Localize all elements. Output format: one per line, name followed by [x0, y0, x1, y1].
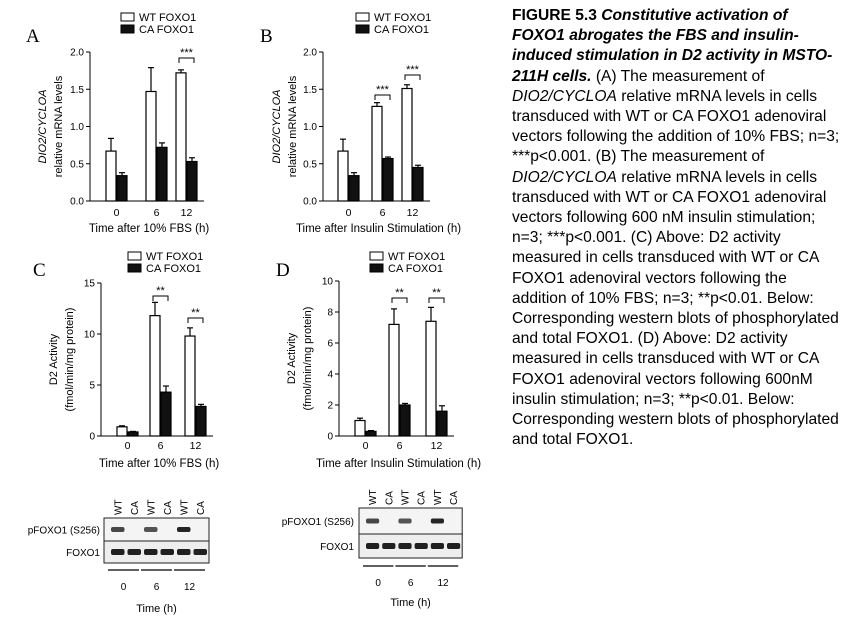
- bar-ca: [413, 167, 423, 201]
- legend-label-ca: CA FOXO1: [374, 24, 430, 36]
- blot-band-foxo1: [144, 549, 158, 555]
- x-tick-label: 12: [180, 207, 193, 219]
- blot-time-label: 6: [407, 578, 414, 589]
- bar-wt: [338, 151, 348, 201]
- caption-gene-a: DIO2/CYCLOA: [512, 87, 617, 105]
- y-tick-label: 2.0: [303, 47, 317, 59]
- y-axis-label: D2 Activity: [286, 332, 298, 385]
- bar-wt: [389, 324, 399, 436]
- blot-lane-label: CA: [416, 491, 428, 505]
- caption-title: Constitutive activation of FOXO1 abrogates the FBS and insulin-induced stimulation in D2 activity in MSTO-211H cells.: [512, 7, 833, 85]
- blot-band-pfoxo1: [111, 527, 125, 532]
- legend-label-wt: WT FOXO1: [374, 12, 432, 24]
- legend-label-ca: CA FOXO1: [146, 263, 202, 275]
- x-tick-label: 0: [362, 440, 369, 452]
- y-axis-label: relative mRNA levels: [53, 75, 65, 178]
- caption-paragraph: [512, 6, 844, 450]
- y-tick-label: 8: [327, 307, 333, 319]
- x-axis-label: Time after 10% FBS (h): [98, 458, 220, 470]
- bar-ca: [128, 432, 138, 436]
- blot-lane-label: WT: [179, 499, 191, 515]
- blot-band-foxo1: [382, 543, 395, 549]
- blot-x-axis-label: Time (h): [136, 603, 177, 615]
- y-tick-label: 0: [327, 431, 333, 443]
- blot-band-pfoxo1: [431, 519, 444, 524]
- y-tick-label: 0.0: [303, 196, 317, 208]
- blot-time-label: 12: [437, 578, 449, 589]
- y-tick-label: 0.0: [70, 196, 84, 208]
- legend-swatch-ca: [370, 264, 383, 272]
- blot-band-pfoxo1: [382, 519, 395, 524]
- bar-ca: [437, 411, 447, 436]
- y-axis-label-units: (fmol/min/mg protein): [302, 306, 314, 411]
- y-tick-label: 1.0: [303, 122, 317, 133]
- blot-band-foxo1: [431, 543, 444, 549]
- bar-ca: [366, 431, 376, 436]
- panel-letter: A: [26, 26, 40, 47]
- y-tick-label: 2.0: [70, 47, 84, 59]
- bar-ca: [187, 162, 197, 201]
- blot-band-pfoxo1: [194, 527, 208, 532]
- blot-time-label: 12: [183, 582, 196, 593]
- bar-wt: [372, 106, 382, 201]
- blot-band-pfoxo1: [447, 519, 460, 524]
- blot-lane-label: WT: [113, 499, 125, 515]
- blot-lane-label: WT: [368, 489, 380, 505]
- bar-wt: [146, 91, 156, 201]
- y-tick-label: 5: [89, 380, 95, 392]
- bar-wt: [106, 151, 116, 201]
- bar-wt: [185, 336, 195, 436]
- y-axis-label: D2 Activity: [48, 333, 60, 386]
- x-tick-label: 12: [189, 440, 202, 452]
- panel-letter: C: [33, 260, 46, 281]
- caption-segment-a: (A) The measurement of: [595, 67, 765, 85]
- y-tick-label: 1.5: [70, 84, 84, 96]
- blot-band-foxo1: [177, 549, 191, 555]
- legend-swatch-ca: [128, 264, 141, 272]
- blot-band-foxo1: [194, 549, 208, 555]
- blot-band-foxo1: [128, 549, 142, 555]
- blot-band-pfoxo1: [398, 519, 411, 524]
- y-axis-label-gene: DIO2/CYCLOA: [271, 89, 283, 164]
- legend-swatch-ca: [121, 25, 134, 33]
- blot-lane-label: WT: [146, 499, 158, 515]
- y-tick-label: 2: [327, 400, 333, 412]
- bar-wt: [402, 89, 412, 201]
- bar-wt: [355, 421, 365, 437]
- western-blot-c: [28, 499, 209, 615]
- legend-swatch-ca: [356, 25, 369, 33]
- blot-band-pfoxo1: [177, 527, 191, 532]
- blot-band-pfoxo1: [161, 527, 175, 532]
- y-tick-label: 10: [83, 329, 95, 341]
- panel-letter: D: [276, 260, 290, 281]
- x-tick-label: 6: [379, 207, 386, 219]
- blot-band-foxo1: [447, 543, 460, 549]
- blot-row-label-pfoxo1: pFOXO1 (S256): [281, 517, 354, 528]
- chart-panel-d: [276, 251, 481, 470]
- x-tick-label: 0: [124, 440, 131, 452]
- bar-wt: [117, 427, 127, 436]
- caption-segment-c: relative mRNA levels in cells transduced with WT or CA FOXO1 adenoviral vectors following 600 nM insulin stimulation; n=3; ***p<0.001. (C) Above: D2 activity measured in cells transduced with WT or CA FOXO1 adenoviral vectors following the addition of 10% FBS; n=3; **p<0.01. Below: Corresponding western blots of phosphorylated and total FOXO1. (D) Above: D2 activity measured in cells transduced with WT or CA FOXO1 adenoviral vectors following 600nM insulin stimulation; n=3; **p<0.01. Below: Corresponding western blots of phosphorylated and total FOXO1.: [512, 168, 839, 449]
- bar-ca: [196, 406, 206, 436]
- y-axis-label: relative mRNA levels: [287, 75, 299, 178]
- blot-lane-label: WT: [432, 489, 444, 505]
- legend-swatch-wt: [128, 252, 141, 260]
- bar-ca: [383, 159, 393, 201]
- significance-label: ***: [406, 64, 419, 76]
- blot-x-axis-label: Time (h): [390, 597, 431, 609]
- blot-time-label: 6: [153, 582, 160, 593]
- blot-band-foxo1: [415, 543, 428, 549]
- legend-label-wt: WT FOXO1: [388, 251, 446, 263]
- legend-label-ca: CA FOXO1: [388, 263, 444, 275]
- blot-band-foxo1: [366, 543, 379, 549]
- chart-panel-b: [260, 12, 461, 235]
- x-tick-label: 6: [157, 440, 164, 452]
- blot-band-foxo1: [398, 543, 411, 549]
- x-axis-label: Time after 10% FBS (h): [88, 223, 210, 235]
- y-tick-label: 1.5: [303, 84, 317, 96]
- significance-label: **: [395, 287, 404, 299]
- x-tick-label: 12: [406, 207, 419, 219]
- figure-caption: [512, 6, 844, 450]
- chart-panel-a: [26, 12, 209, 235]
- blot-band-foxo1: [111, 549, 125, 555]
- x-axis-label: Time after Insulin Stimulation (h): [315, 458, 482, 470]
- x-axis-label: Time after Insulin Stimulation (h): [295, 223, 462, 235]
- x-tick-label: 12: [430, 440, 443, 452]
- blot-lane-label: WT: [400, 489, 412, 505]
- legend-label-ca: CA FOXO1: [139, 24, 195, 36]
- y-axis-label-gene: DIO2/CYCLOA: [37, 89, 49, 164]
- legend-swatch-wt: [370, 252, 383, 260]
- y-tick-label: 6: [327, 338, 333, 350]
- bar-ca: [157, 147, 167, 201]
- panel-letter: B: [260, 26, 273, 47]
- blot-band-pfoxo1: [415, 519, 428, 524]
- blot-lane-label: CA: [162, 501, 174, 515]
- bar-ca: [117, 176, 127, 201]
- significance-label: **: [432, 287, 441, 299]
- significance-label: ***: [180, 47, 193, 59]
- chart-panel-c: [33, 251, 219, 470]
- x-tick-label: 6: [396, 440, 403, 452]
- bar-wt: [150, 316, 160, 436]
- bar-wt: [176, 73, 186, 201]
- blot-time-label: 0: [375, 578, 381, 589]
- caption-label: FIGURE 5.3: [512, 7, 597, 24]
- legend-label-wt: WT FOXO1: [146, 251, 204, 263]
- y-tick-label: 4: [327, 369, 333, 381]
- caption-gene-b: DIO2/CYCLOA: [512, 168, 617, 186]
- significance-label: **: [156, 285, 165, 297]
- blot-lane-label: CA: [195, 501, 207, 515]
- bar-ca: [349, 176, 359, 201]
- bar-ca: [400, 405, 410, 436]
- blot-row-label-pfoxo1: pFOXO1 (S256): [27, 525, 100, 537]
- y-tick-label: 0.5: [303, 159, 317, 171]
- blot-band-pfoxo1: [144, 527, 158, 532]
- x-tick-label: 0: [345, 207, 352, 219]
- y-tick-label: 15: [83, 278, 95, 290]
- blot-time-label: 0: [120, 582, 127, 593]
- blot-lane-label: CA: [129, 501, 141, 515]
- x-tick-label: 6: [153, 207, 160, 219]
- western-blot-d: [282, 489, 462, 609]
- y-tick-label: 1.0: [70, 122, 84, 133]
- bar-wt: [426, 321, 436, 436]
- y-tick-label: 0: [89, 431, 95, 443]
- y-tick-label: 10: [321, 276, 333, 288]
- significance-label: ***: [376, 84, 389, 96]
- blot-row-label-foxo1: FOXO1: [66, 548, 100, 559]
- x-tick-label: 0: [113, 207, 120, 219]
- blot-band-pfoxo1: [366, 519, 379, 524]
- legend-label-wt: WT FOXO1: [139, 12, 197, 24]
- blot-lane-label: CA: [384, 491, 396, 505]
- caption-segment-b: relative mRNA levels in cells transduced with WT or CA FOXO1 adenoviral vectors following the addition of 10% FBS; n=3; ***p<0.001. (B) The measurement of: [512, 87, 840, 166]
- blot-band-foxo1: [161, 549, 175, 555]
- bar-ca: [161, 392, 171, 436]
- legend-swatch-wt: [356, 13, 369, 21]
- blot-lane-label: CA: [449, 491, 461, 505]
- significance-label: **: [191, 307, 200, 319]
- blot-row-label-foxo1: FOXO1: [320, 542, 354, 553]
- y-tick-label: 0.5: [70, 159, 84, 171]
- legend-swatch-wt: [121, 13, 134, 21]
- y-axis-label-units: (fmol/min/mg protein): [64, 307, 76, 412]
